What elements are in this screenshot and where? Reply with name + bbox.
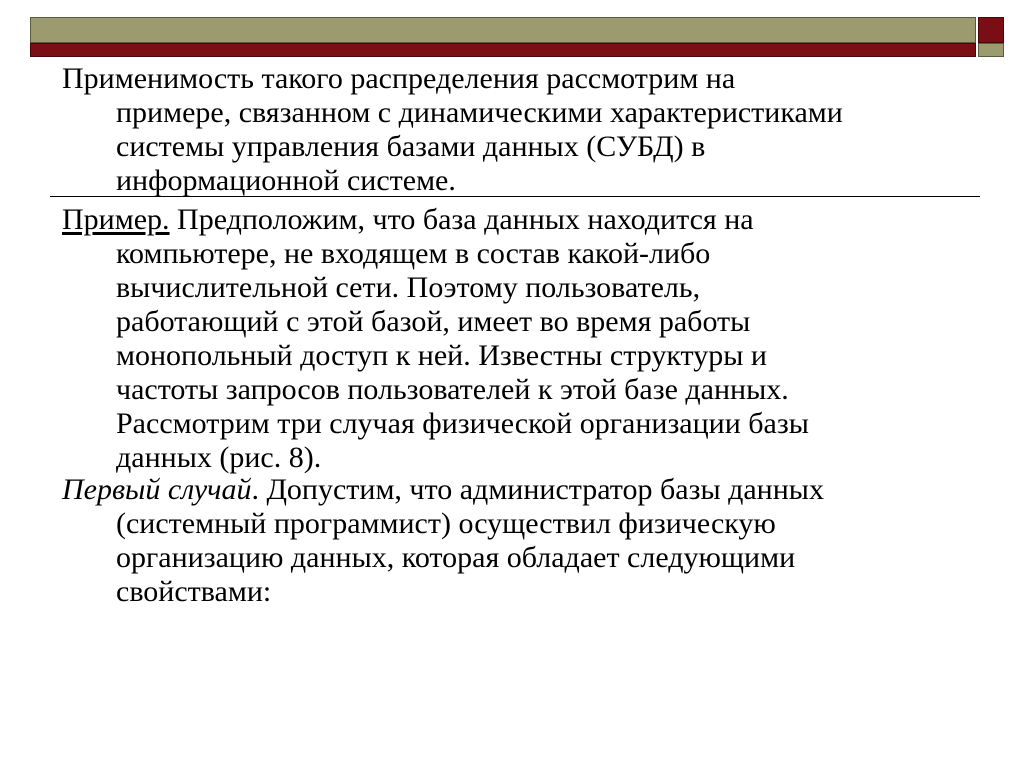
header-bar-olive <box>30 17 976 43</box>
header-square-olive <box>978 43 1004 57</box>
paragraph-applicability <box>62 62 980 198</box>
text-line: монопольный доступ к ней. Известны структуры и <box>116 339 767 372</box>
text-line: данных (рис. 8). <box>116 441 322 474</box>
text-line: частоты запросов пользователей к этой базе данных. <box>116 373 789 406</box>
example-label: Пример. <box>62 203 170 236</box>
paragraph-example <box>62 203 980 475</box>
text-fragment: . Допустим, что администратор базы данных <box>251 473 824 506</box>
divider-line <box>50 196 980 197</box>
text-fragment: Предположим, что база данных находится на <box>169 203 754 236</box>
text-line: (системный программист) осуществил физическую <box>116 507 776 540</box>
text-line <box>62 473 980 507</box>
header-bar-maroon <box>30 43 976 57</box>
text-line: примере, связанном с динамическими характеристиками <box>116 96 843 129</box>
text-line: компьютере, не входящем в состав какой-либо <box>116 237 711 270</box>
text-line: системы управления базами данных (СУБД) в <box>116 130 706 163</box>
text-line: информационной системе. <box>116 164 456 197</box>
text-line: организацию данных, которая обладает следующими <box>116 541 796 574</box>
text-line: Рассмотрим три случая физической организации базы <box>116 407 809 440</box>
text-line: Применимость такого распределения рассмотрим на <box>62 62 736 95</box>
paragraph-first-case <box>62 473 980 609</box>
text-line: свойствами: <box>116 575 272 608</box>
text-line <box>62 203 980 237</box>
first-case-label: Первый случай <box>62 473 252 506</box>
text-line: вычислительной сети. Поэтому пользователь, <box>116 271 701 304</box>
header-square-maroon <box>978 17 1004 43</box>
text-line: работающий с этой базой, имеет во время работы <box>116 305 751 338</box>
